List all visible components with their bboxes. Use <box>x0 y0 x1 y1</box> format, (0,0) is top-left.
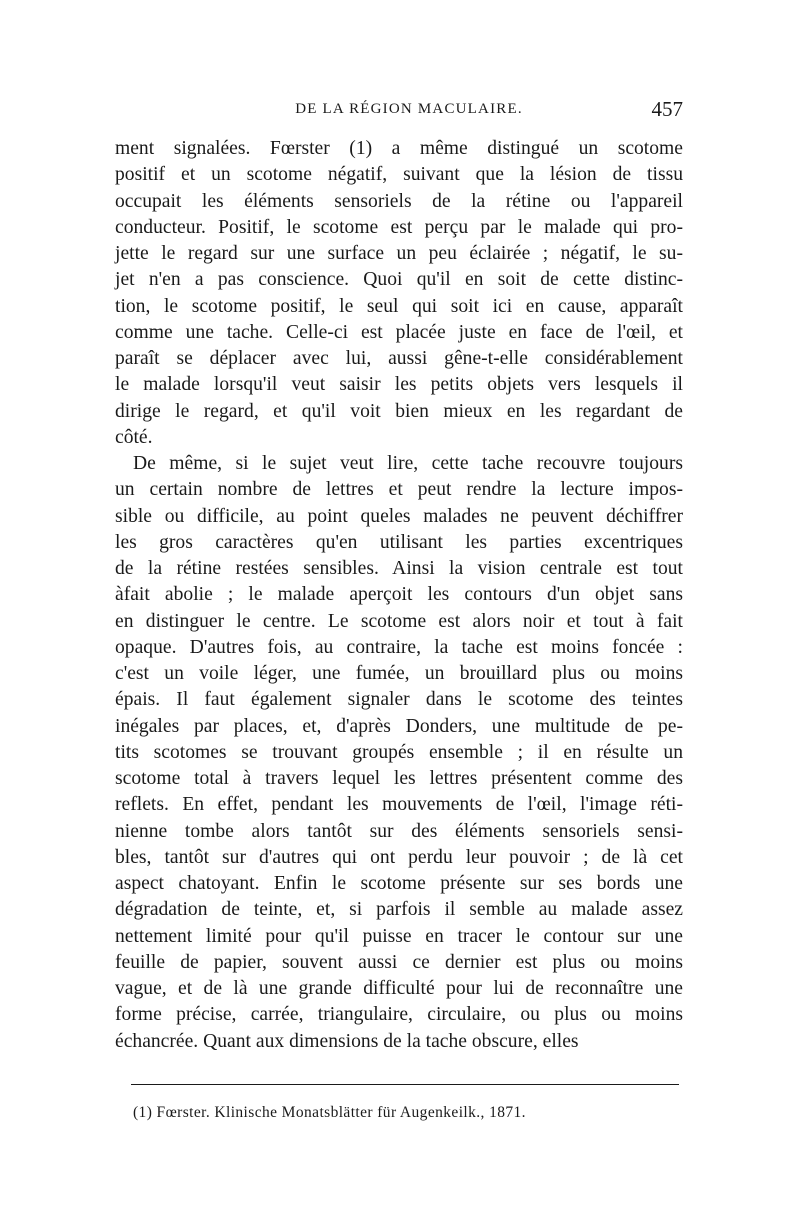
text-line: nettement limité pour qu'il puisse en tracer le contour sur une <box>115 925 683 947</box>
text-line: échancrée. Quant aux dimensions de la tache obscure, elles <box>115 1030 579 1052</box>
text-line: occupait les éléments sensoriels de la rétine ou l'appareil <box>115 190 683 212</box>
text-line: opaque. D'autres fois, au contraire, la tache est moins foncée : <box>115 636 683 658</box>
text-line: c'est un voile léger, une fumée, un brouillard plus ou moins <box>115 663 683 684</box>
text-line: le malade lorsqu'il veut saisir les petits objets vers lesquels il <box>115 374 683 396</box>
text-line: àfait abolie ; le malade aperçoit les contours d'un objet sans <box>115 584 683 606</box>
page-number: 457 <box>651 97 683 121</box>
text-line: un certain nombre de lettres et peut rendre la lecture impos- <box>115 479 683 501</box>
text-line: feuille de papier, souvent aussi ce dernier est plus ou moins <box>115 951 683 973</box>
text-line: dégradation de teinte, et, si parfois il semble au malade assez <box>115 899 683 921</box>
text-line: forme précise, carrée, triangulaire, circulaire, ou plus ou moins <box>115 1004 683 1026</box>
text-line: inégales par places, et, d'après Donders, une multitude de pe- <box>115 715 683 737</box>
footnote: (1) Fœrster. Klinische Monatsblätter für Augenkeilk., 1871. <box>133 1104 526 1121</box>
running-title: DE LA RÉGION MACULAIRE. <box>295 101 523 117</box>
text-line: épais. Il faut également signaler dans le scotome des teintes <box>115 689 683 711</box>
text-line: côté. <box>115 426 153 448</box>
paragraph <box>115 451 683 1055</box>
text-line: dirige le regard, et qu'il voit bien mieux en les regardant de <box>115 400 683 422</box>
text-line: ment signalées. Fœrster (1) a même distingué un scotome <box>115 138 683 159</box>
text-line: de la rétine restées sensibles. Ainsi la vision centrale est tout <box>115 558 683 579</box>
body-text <box>115 136 683 1055</box>
text-line: en distinguer le centre. Le scotome est alors noir et tout à fait <box>115 610 683 632</box>
paragraph <box>115 136 683 451</box>
text-line: jette le regard sur une surface un peu éclairée ; négatif, le su- <box>115 243 683 264</box>
text-line: scotome total à travers lequel les lettres présentent comme des <box>115 768 683 789</box>
text-line: comme une tache. Celle-ci est placée juste en face de l'œil, et <box>115 321 683 343</box>
text-line: tion, le scotome positif, le seul qui soit ici en cause, apparaît <box>115 295 683 317</box>
running-head <box>115 97 683 127</box>
text-line: conducteur. Positif, le scotome est perçu par le malade qui pro- <box>115 216 683 238</box>
text-line: positif et un scotome négatif, suivant que la lésion de tissu <box>115 164 683 186</box>
text-line: les gros caractères qu'en utilisant les parties excentriques <box>115 531 683 553</box>
text-line: bles, tantôt sur d'autres qui ont perdu leur pouvoir ; de là cet <box>115 846 683 868</box>
text-line: tits scotomes se trouvant groupés ensemble ; il en résulte un <box>115 741 683 763</box>
text-line: nienne tombe alors tantôt sur des éléments sensoriels sensi- <box>115 820 683 842</box>
text-line: De même, si le sujet veut lire, cette tache recouvre toujours <box>133 453 683 474</box>
text-line: vague, et de là une grande difficulté pour lui de reconnaître une <box>115 978 683 999</box>
text-line: sible ou difficile, au point queles malades ne peuvent déchiffrer <box>115 505 683 527</box>
text-line: reflets. En effet, pendant les mouvements de l'œil, l'image réti- <box>115 794 683 816</box>
text-line: jet n'en a pas conscience. Quoi qu'il en soit de cette distinc- <box>115 269 683 291</box>
text-line: paraît se déplacer avec lui, aussi gêne-t-elle considérablement <box>115 348 683 369</box>
footnote-divider <box>131 1084 679 1085</box>
text-line: aspect chatoyant. Enfin le scotome présente sur ses bords une <box>115 873 683 894</box>
